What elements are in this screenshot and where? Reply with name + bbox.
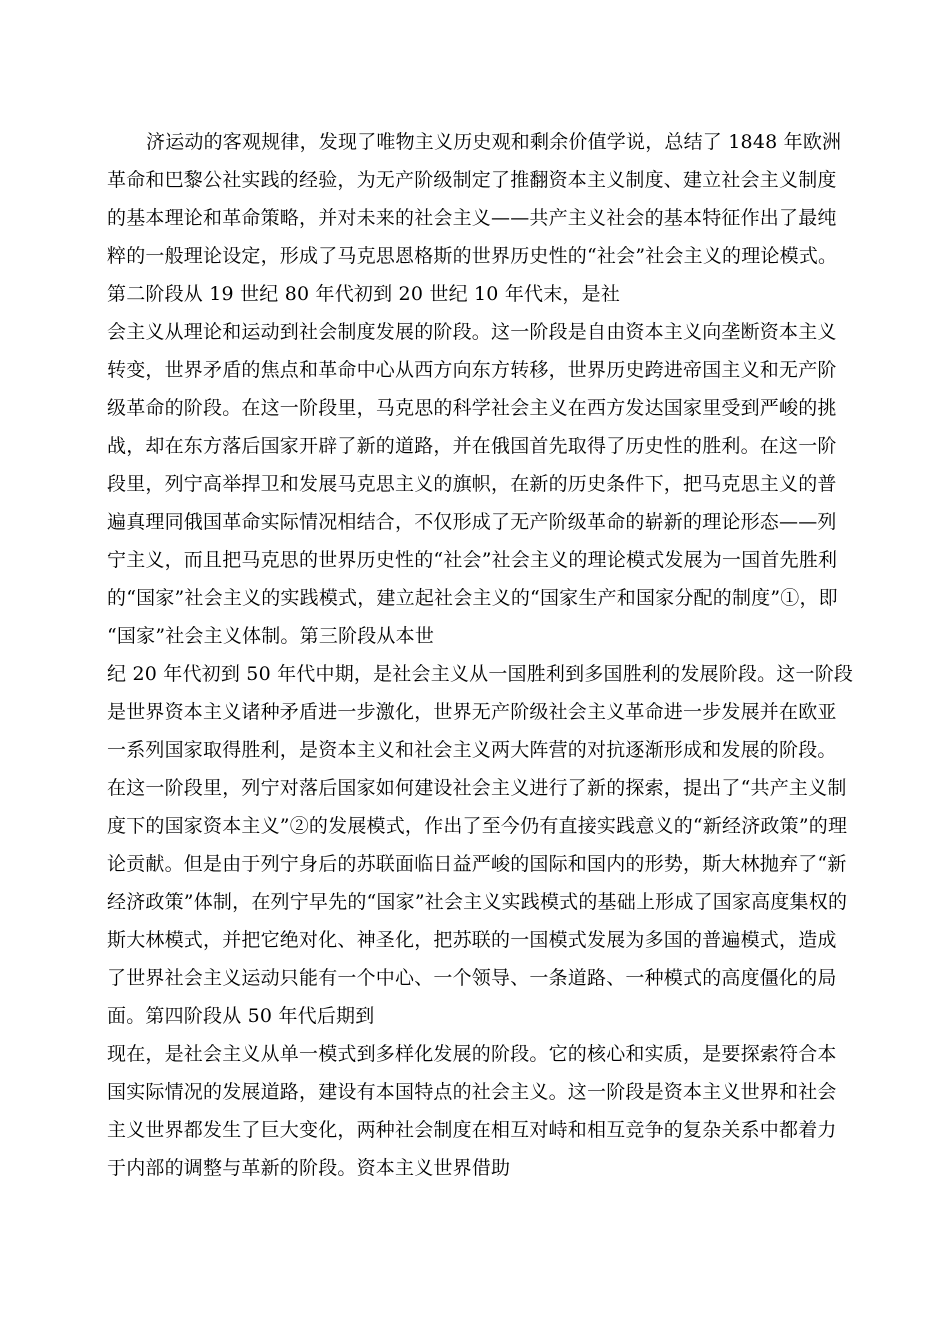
text-line: 宁主义，而且把马克思的世界历史性的“社会”社会主义的理论模式发展为一国首先胜利 xyxy=(107,549,838,571)
text-line: 济运动的客观规律，发现了唯物主义历史观和剩余价值学说，总结了 1848 年欧洲 xyxy=(146,131,842,153)
text-line: 主义世界都发生了巨大变化，两种社会制度在相互对峙和相互竞争的复杂关系中都着力 xyxy=(107,1119,837,1141)
text-line: 转变，世界矛盾的焦点和革命中心从西方向东方转移，世界历史跨进帝国主义和无产阶 xyxy=(107,359,837,381)
text-line: 粹的一般理论设定，形成了马克思恩格斯的世界历史性的“社会”社会主义的理论模式。 xyxy=(107,245,838,267)
text-line: 的基本理论和革命策略，并对未来的社会主义——共产主义社会的基本特征作出了最纯 xyxy=(107,207,837,229)
text-line: 现在，是社会主义从单一模式到多样化发展的阶段。它的核心和实质，是要探索符合本 xyxy=(107,1043,837,1065)
text-line: 纪 20 年代初到 50 年代中期，是社会主义从一国胜利到多国胜利的发展阶段。这一阶段 xyxy=(107,663,854,685)
text-line: 战，却在东方落后国家开辟了新的道路，并在俄国首先取得了历史性的胜利。在这一阶 xyxy=(107,435,837,457)
text-line: “国家”社会主义体制。第三阶段从本世 xyxy=(107,625,435,647)
text-line: 国实际情况的发展道路，建设有本国特点的社会主义。这一阶段是资本主义世界和社会 xyxy=(107,1081,837,1103)
text-line: 级革命的阶段。在这一阶段里，马克思的科学社会主义在西方发达国家里受到严峻的挑 xyxy=(107,397,837,419)
text-line: 度下的国家资本主义”②的发展模式，作出了至今仍有直接实践意义的“新经济政策”的理 xyxy=(107,815,848,837)
text-line: 于内部的调整与革新的阶段。资本主义世界借助 xyxy=(107,1157,511,1179)
text-line: 第二阶段从 19 世纪 80 年代初到 20 世纪 10 年代末，是社 xyxy=(107,283,621,305)
text-line: 是世界资本主义诸种矛盾进一步激化，世界无产阶级社会主义革命进一步发展并在欧亚 xyxy=(107,701,837,723)
text-line: 在这一阶段里，列宁对落后国家如何建设社会主义进行了新的探索，提出了“共产主义制 xyxy=(107,777,847,799)
text-line: 斯大林模式，并把它绝对化、神圣化，把苏联的一国模式发展为多国的普遍模式，造成 xyxy=(107,929,837,951)
text-line: 的“国家”社会主义的实践模式，建立起社会主义的“国家生产和国家分配的制度”①，即 xyxy=(107,587,838,609)
text-line: 会主义从理论和运动到社会制度发展的阶段。这一阶段是自由资本主义向垄断资本主义 xyxy=(107,321,837,343)
text-line: 遍真理同俄国革命实际情况相结合，不仅形成了无产阶级革命的崭新的理论形态——列 xyxy=(107,511,837,533)
text-line: 革命和巴黎公社实践的经验，为无产阶级制定了推翻资本主义制度、建立社会主义制度 xyxy=(107,169,837,191)
text-line: 一系列国家取得胜利，是资本主义和社会主义两大阵营的对抗逐渐形成和发展的阶段。 xyxy=(107,739,837,761)
text-line: 段里，列宁高举捍卫和发展马克思主义的旗帜，在新的历史条件下，把马克思主义的普 xyxy=(107,473,837,495)
text-line: 论贡献。但是由于列宁身后的苏联面临日益严峻的国际和国内的形势，斯大林抛弃了“新 xyxy=(107,853,847,875)
text-line: 面。第四阶段从 50 年代后期到 xyxy=(107,1005,375,1027)
text-line: 经济政策”体制，在列宁早先的“国家”社会主义实践模式的基础上形成了国家高度集权的 xyxy=(107,891,848,913)
text-line: 了世界社会主义运动只能有一个中心、一个领导、一条道路、一种模式的高度僵化的局 xyxy=(107,967,837,989)
